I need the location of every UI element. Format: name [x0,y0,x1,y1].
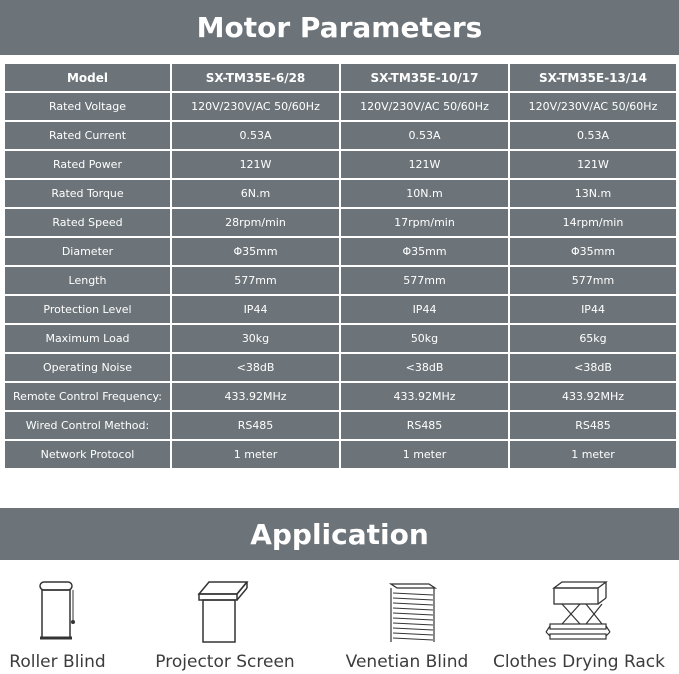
application-banner [0,508,679,560]
row-label: Length [5,267,170,294]
table-row [5,325,676,352]
table-cell: RS485 [341,412,508,439]
table-cell: RS485 [510,412,676,439]
table-cell: 433.92MHz [341,383,508,410]
table-cell: Φ35mm [510,238,676,265]
table-body [5,93,676,468]
table-cell: 577mm [510,267,676,294]
table-cell: 65kg [510,325,676,352]
table-cell: 577mm [172,267,339,294]
table-cell: 14rpm/min [510,209,676,236]
table-row [5,238,676,265]
table-row [5,441,676,468]
table-cell: <38dB [172,354,339,381]
column-header: SX-TM35E-13/14 [510,64,676,91]
column-header: SX-TM35E-6/28 [172,64,339,91]
row-label: Wired Control Method: [5,412,170,439]
application-item-projector-screen [115,562,335,674]
table-row [5,151,676,178]
table-cell: 13N.m [510,180,676,207]
row-label: Protection Level [5,296,170,323]
application-label: Venetian Blind [345,652,469,672]
motor-parameters-table [3,62,678,470]
row-label: Rated Torque [5,180,170,207]
roller-blind-icon [36,580,76,648]
application-title: Application [250,517,429,551]
table-cell: 0.53A [172,122,339,149]
table-cell: 17rpm/min [341,209,508,236]
table-header-row [5,64,676,91]
application-list [0,562,679,674]
table-cell: 121W [510,151,676,178]
table-cell: 0.53A [510,122,676,149]
table-cell: 1 meter [510,441,676,468]
clothes-drying-rack-icon [544,580,614,648]
table-cell: 120V/230V/AC 50/60Hz [341,93,508,120]
table-row [5,354,676,381]
table-cell: 6N.m [172,180,339,207]
row-label: Diameter [5,238,170,265]
table-cell: <38dB [341,354,508,381]
application-label: Projector Screen [155,652,295,672]
table-cell: 121W [172,151,339,178]
application-item-clothes-drying-rack [479,562,679,674]
table-row [5,267,676,294]
row-label: Rated Speed [5,209,170,236]
table-cell: 28rpm/min [172,209,339,236]
table-cell: 30kg [172,325,339,352]
application-item-venetian-blind [335,562,479,674]
application-item-roller-blind [0,562,115,674]
table-cell: 10N.m [341,180,508,207]
row-label: Rated Current [5,122,170,149]
row-label: Network Protocol [5,441,170,468]
table-cell: Φ35mm [172,238,339,265]
table-cell: 50kg [341,325,508,352]
table-row [5,180,676,207]
projector-screen-icon [193,580,253,648]
table-row [5,296,676,323]
table-cell: 577mm [341,267,508,294]
row-label: Remote Control Frequency: [5,383,170,410]
application-label: Roller Blind [9,652,106,672]
table-row [5,412,676,439]
table-row [5,383,676,410]
table-cell: 1 meter [341,441,508,468]
table-cell: <38dB [510,354,676,381]
row-label: Rated Voltage [5,93,170,120]
column-header: Model [5,64,170,91]
table-cell: 433.92MHz [510,383,676,410]
table-cell: 0.53A [341,122,508,149]
venetian-blind-icon [385,580,439,648]
row-label: Operating Noise [5,354,170,381]
application-label: Clothes Drying Rack [492,652,666,672]
page-title: Motor Parameters [196,11,483,44]
row-label: Rated Power [5,151,170,178]
column-header: SX-TM35E-10/17 [341,64,508,91]
table-cell: IP44 [341,296,508,323]
table-cell: IP44 [510,296,676,323]
table-cell: 121W [341,151,508,178]
table-row [5,93,676,120]
row-label: Maximum Load [5,325,170,352]
table-cell: RS485 [172,412,339,439]
table-cell: 120V/230V/AC 50/60Hz [172,93,339,120]
table-cell: 1 meter [172,441,339,468]
table-cell: Φ35mm [341,238,508,265]
table-row [5,122,676,149]
header-banner [0,0,679,55]
table-cell: 120V/230V/AC 50/60Hz [510,93,676,120]
table-cell: 433.92MHz [172,383,339,410]
table-row [5,209,676,236]
table-cell: IP44 [172,296,339,323]
